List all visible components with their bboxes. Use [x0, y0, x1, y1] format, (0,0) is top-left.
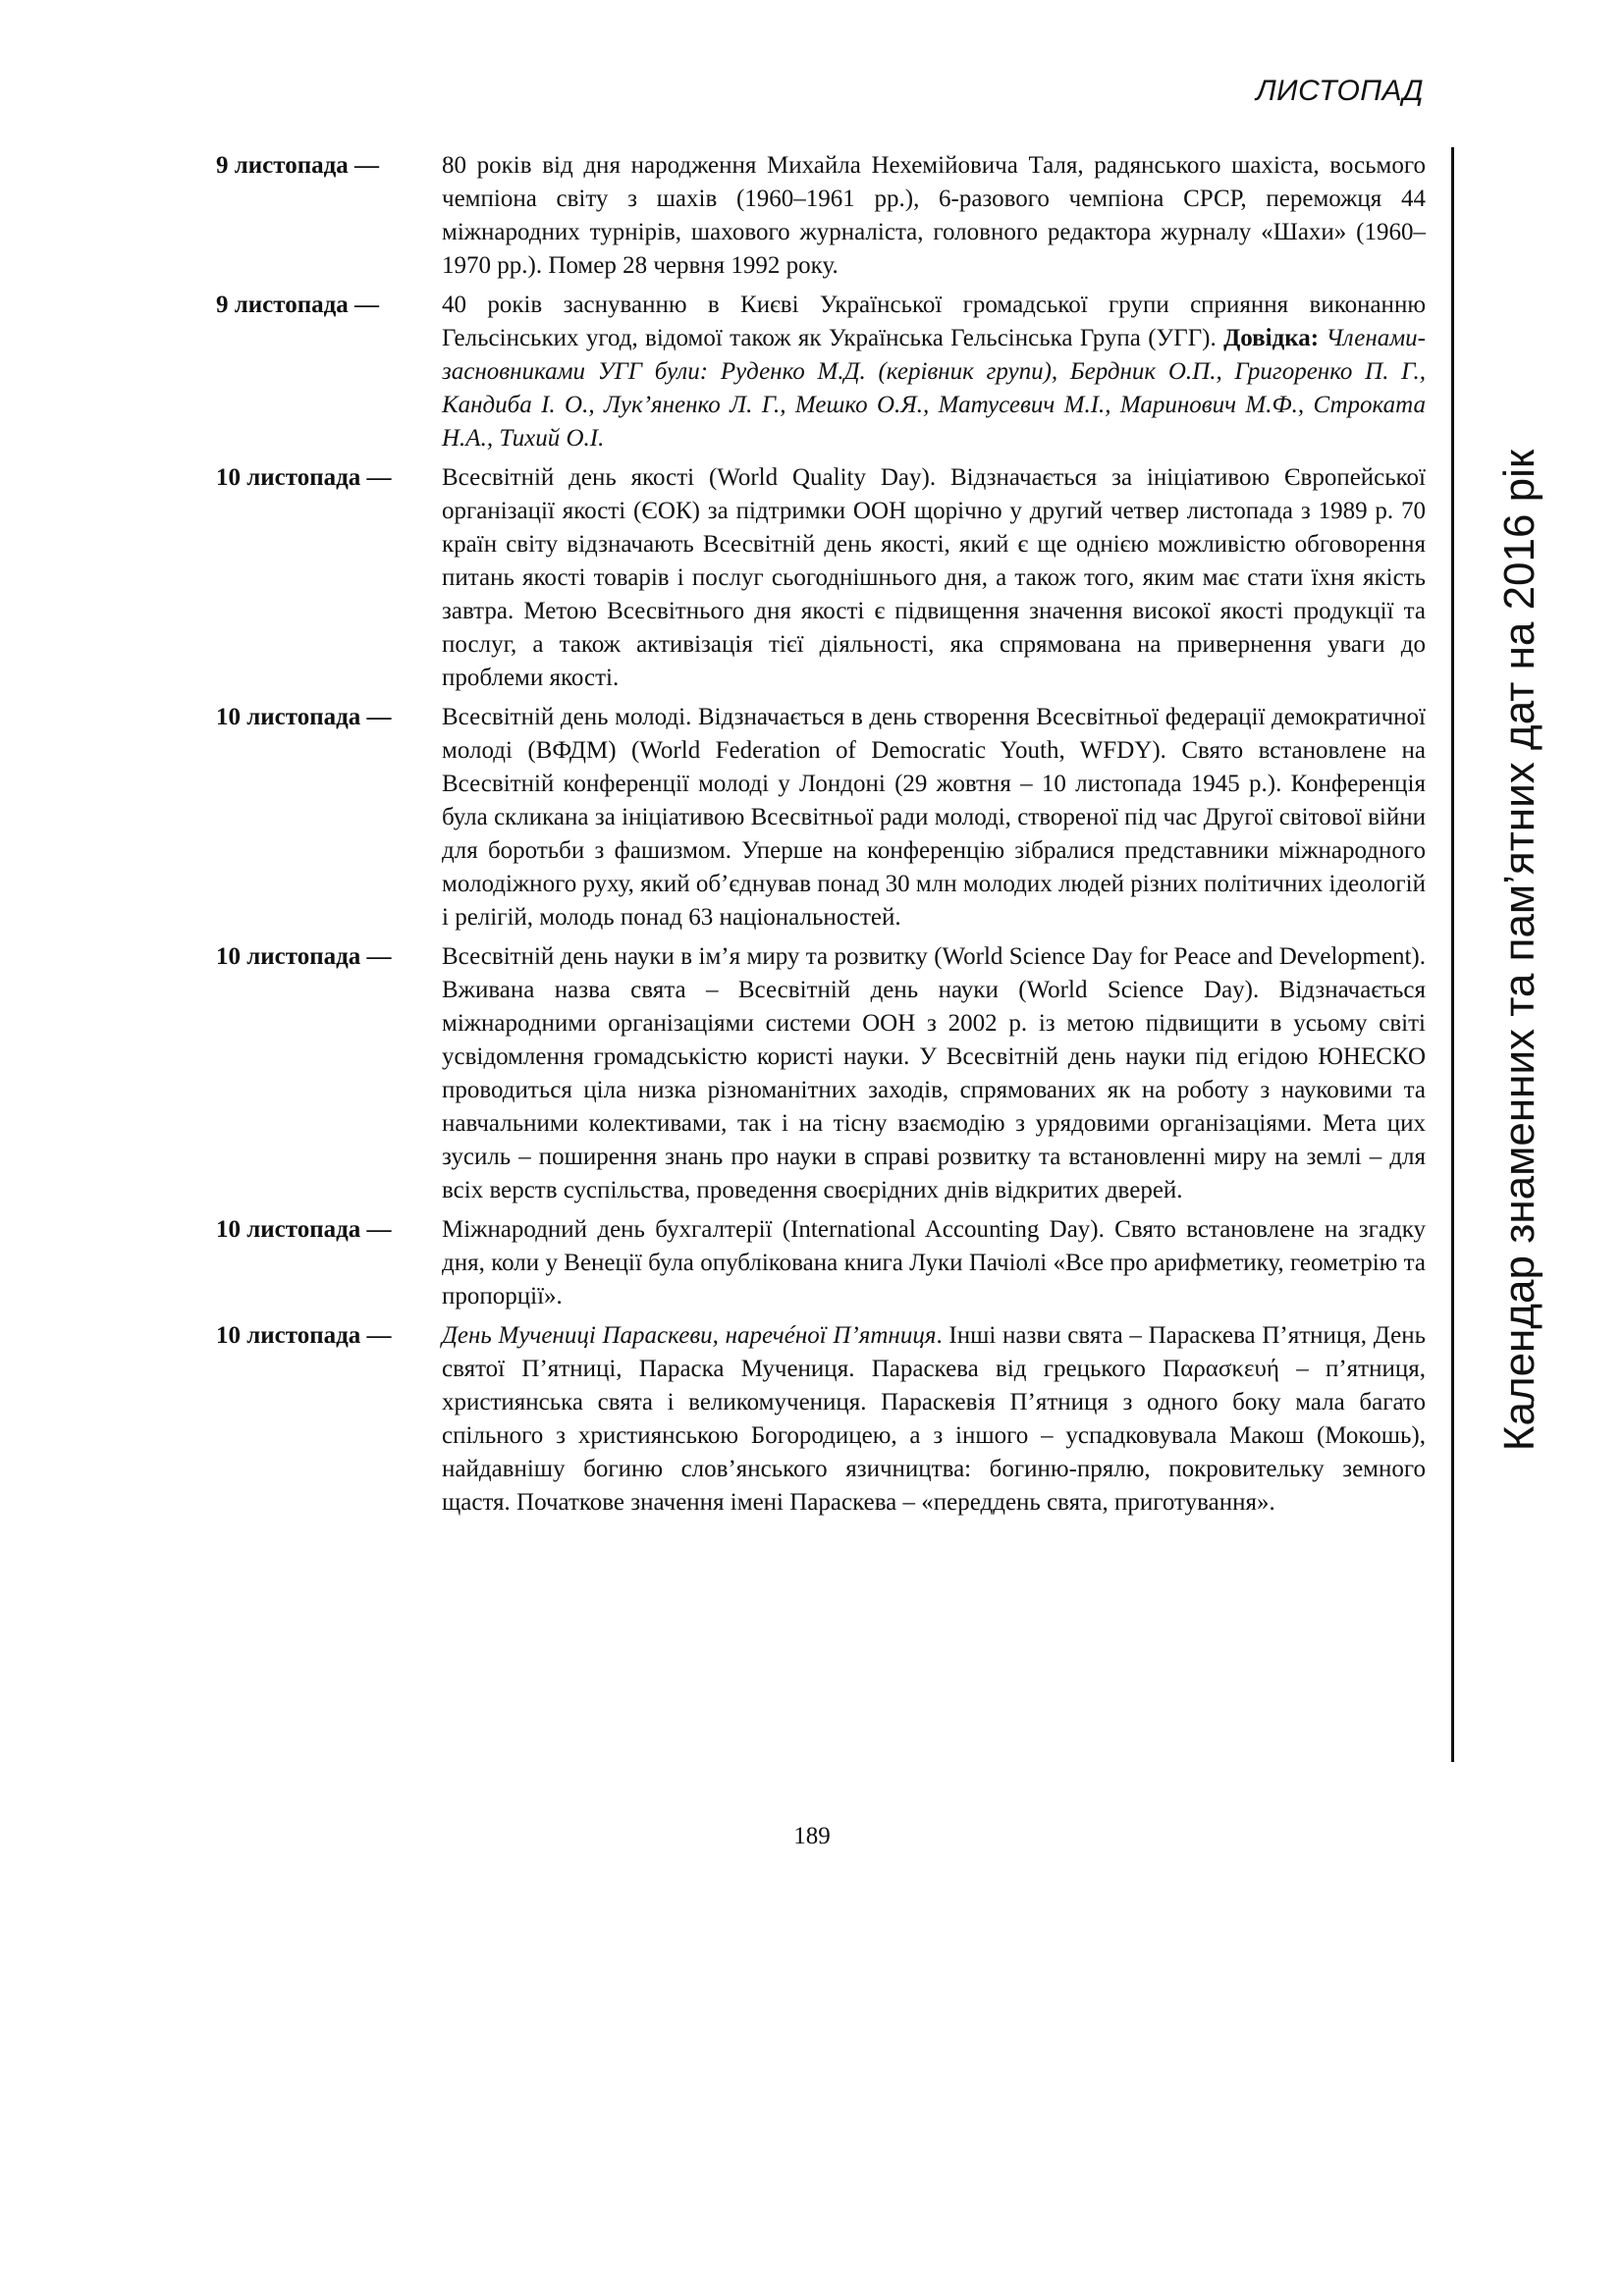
entry-text: Всесвітній день якості (World Quality Day). Відзначається за ініціативою Європейської організації якості (ЄОК) за підтримки ООН щорічно у другий четвер листопада з 1989 р. 70 країн світу відзначають Всесвітній день якості, який є ще однією можливістю обговорення питань якості товарів і послуг сьогоднішнього дня, а також того, яким має стати їхня якість завтра. Метою Всесвітнього дня якості є підвищення значення високої якості продукції та послуг, а також активізація тієї діяльності, яка спрямована на привернення уваги до проблеми якості.	[442, 464, 1426, 691]
page-number: 189	[793, 1823, 831, 1849]
entry-date: 10 листопада —	[216, 1322, 392, 1349]
entry-text: Всесвітній день молоді. Відзначається в день створення Всесвітньої федерації демократичної молоді (ВФДМ) (World Federation of Democratic Youth, WFDY). Свято встановлене на Всесвітній конференції молоді у Лондоні (29 жовтня – 10 листопада 1945 р.). Конференція була скликана за ініціативою Всесвітньої ради молоді, створеної під час Другої світової війни для боротьби з фашизмом. Уперше на конференцію зібралися представники міжнародного молодіжного руху, який об’єднував понад 30 млн молодих людей різних політичних ідеологій і релігій, молодь понад 63 національностей.	[442, 704, 1426, 931]
entry-date: 9 листопада —	[216, 152, 380, 179]
entry-text: 80 років від дня народження Михайла Нехемійовича Таля, радянського шахіста, восьмого чемпіона світу з шахів (1960–1961 рр.), 6-разового чемпіона СРСР, переможця 44 міжнародних турнірів, шахового журналіста, головного редактора журналу «Шахи» (1960–1970 рр.). Помер 28 червня 1992 року.	[442, 152, 1426, 279]
calendar-entry	[216, 940, 1426, 1207]
calendar-entry	[216, 701, 1426, 934]
entry-date: 10 листопада —	[216, 704, 392, 730]
side-title: Календар знаменних та пам’ятних дат на 2016 рік	[1495, 449, 1543, 1452]
side-rule	[1451, 147, 1454, 1762]
entry-date: 10 листопада —	[216, 464, 392, 491]
entry-italic-title: День Мучениці Параскеви, наречéної П’ятниця	[442, 1322, 937, 1349]
entry-text: Міжнародний день бухгалтерії (International Accounting Day). Свято встановлене на згадку дня, коли у Венеції була опублікована книга Луки Пачіолі «Все про арифметику, геометрію та пропорції».	[442, 1216, 1426, 1309]
entry-text: Всесвітній день науки в ім’я миру та розвитку (World Science Day for Peace and Development). Вживана назва свята – Всесвітній день науки (World Science Day). Відзначається міжнародними організаціями системи ООН з 2002 р. із метою підвищити в усьому світі усвідомлення громадськістю користі науки. У Всесвітній день науки під егідою ЮНЕСКО проводиться ціла низка різноманітних заходів, спрямованих як на роботу з науковими та навчальними колективами, так і на тісну взаємодію з урядовими організаціями. Мета цих зусиль – поширення знань про науки в справі розвитку та встановленні миру на землі – для всіх верств суспільства, проведення своєрідних днів відкритих дверей.	[442, 943, 1426, 1203]
calendar-entry	[216, 149, 1426, 283]
entry-date: 10 листопада —	[216, 1216, 392, 1243]
note-label: Довідка:	[1223, 325, 1320, 351]
entry-date: 9 листопада —	[216, 292, 380, 318]
calendar-entry	[216, 1319, 1426, 1520]
calendar-entry	[216, 289, 1426, 455]
entry-text: . Інші назви свята – Параскева П’ятниця, День святої П’ятниці, Параска Мучениця. Параскева від грецького Παρασκευή – п’ятниця, християнська свята і великомучениця. Параскевія П’ятниця з одного боку мала багато спільного з християнською Богородицею, а з іншого – успадковувала Макош (Мокошь), найдавнішу богиню слов’янського язичництва: богиню-прялю, покровительку земного щастя. Початкове значення імені Параскева – «переддень свята, приготування».	[442, 1322, 1426, 1516]
running-header: ЛИСТОПАД	[1256, 75, 1424, 107]
entry-date: 10 листопада —	[216, 943, 392, 970]
note-text: Членами-засновниками УГГ були: Руденко М.Д. (керівник групи), Бердник О.П., Григоренко П. Г., Кандиба І. О., Лук’яненко Л. Г., Мешко О.Я., Матусевич М.І., Маринович М.Ф., Строката Н.А., Тихий О.І.	[442, 325, 1427, 452]
entries-list	[216, 149, 1426, 1525]
calendar-entry	[216, 461, 1426, 695]
entry-text: 40 років заснуванню в Києві Української громадської групи сприяння виконанню Гельсінських угод, відомої також як Українська Гельсінська Група (УГГ).	[442, 292, 1426, 351]
calendar-entry	[216, 1213, 1426, 1313]
